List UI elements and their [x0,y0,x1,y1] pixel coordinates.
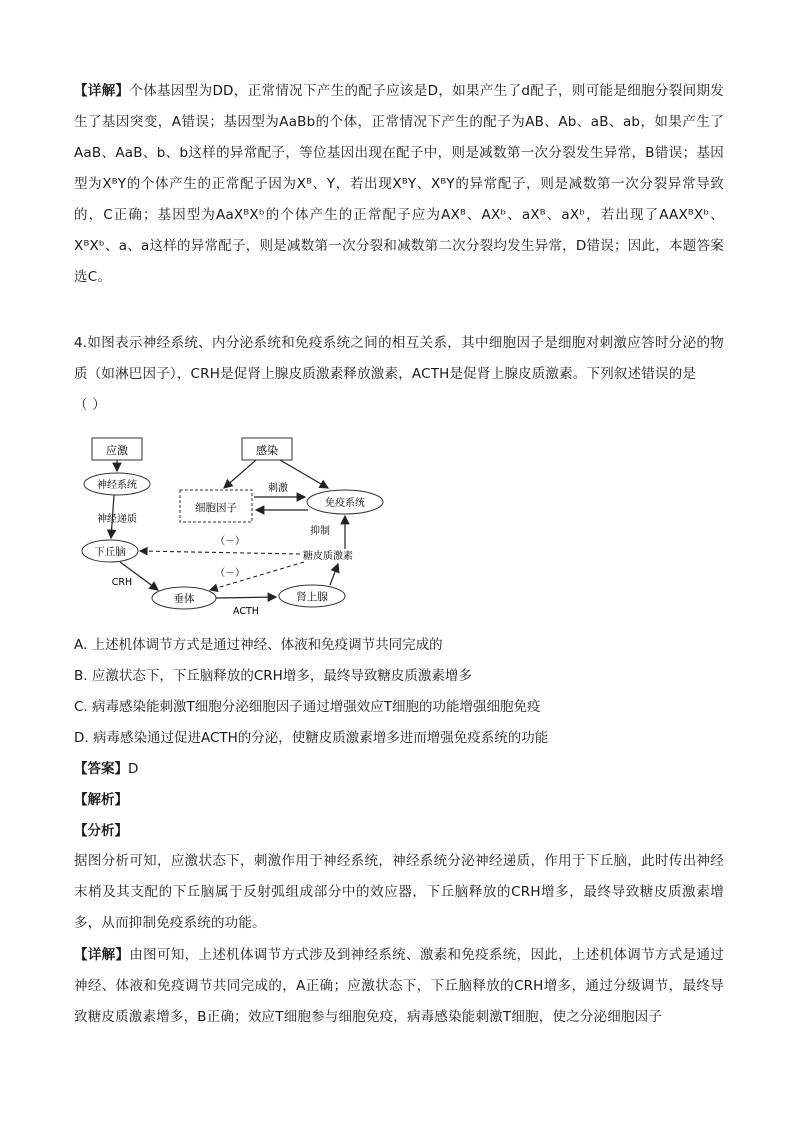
fenxi-label: 【分析】 [74,823,128,839]
question-stem-text: 4.如图表示神经系统、内分泌系统和免疫系统之间的相互关系，其中细胞因子是细胞对刺激应答时分泌的物质（如淋巴因子），CRH是促肾上腺皮质激素释放激素，ACTH是促肾上腺皮质激素。下列叙述错误的是 [74,335,724,382]
stress-node: 应激 [106,444,128,457]
option-text: 应激状态下，下丘脑释放的CRH增多，最终导致糖皮质激素增多 [91,668,472,684]
label-neurotransmitter: 神经递质 [97,514,137,525]
arrow-glucocorticoid-hypothalamus [140,551,300,554]
detail-paragraph-q3 [74,76,724,293]
option-letter: C. [74,699,88,715]
answer-line [74,759,138,779]
option-text: 病毒感染能刺激T细胞分泌细胞因子通过增强效应T细胞的功能增强细胞免疫 [92,699,541,715]
label-crh: CRH [111,577,133,588]
label-inhibit: 抑制 [310,526,330,537]
detail-label: 【详解】 [74,83,130,99]
glucocorticoid-node: 糖皮质激素 [303,551,353,562]
option-letter: B. [74,668,88,684]
label-negative-2: （－） [215,568,245,579]
detail-paragraph-q4 [74,940,724,1033]
detail-label: 【详解】 [74,947,130,963]
infection-node: 感染 [256,444,278,457]
answer-label: 【答案】 [74,761,128,777]
answer-blank: （ ） [74,397,106,413]
nervous-system-node: 神经系统 [97,480,137,491]
option-letter: A. [74,637,88,653]
question-4-stem [74,328,724,421]
detail-text: 个体基因型为DD，正常情况下产生的配子应该是D，如果产生了d配子，则可能是细胞分裂间期发生了基因突变，A错误；基因型为AaBb的个体，正常情况下产生的配子为AB、Ab、aB、ab，如果产生了AaB、AaB、b、b这样的异常配子，等位基因出现在配子中，则是减数第一次分裂发生异常，B错误；基因型为XᴮY的个体产生的正常配子因为Xᴮ、Y，若出现XᴮY、XᴮY的异常配子，则是减数第一次分裂异常导致的，C正确；基因型为AaXᴮXᵇ的个体产生的正常配子应为AXᴮ、AXᵇ、aXᴮ、aXᵇ，若出现了AAXᴮXᵇ、XᴮXᵇ、a、a这样的异常配子，则是减数第一次分裂和减数第二次分裂均发生异常，D错误；因此，本题答案选C。 [74,83,724,285]
label-stimulate: 刺激 [268,483,288,494]
immune-system-node: 免疫系统 [325,498,365,509]
arrow-pituitary-adrenal [216,597,276,598]
answer-value: D [128,761,139,777]
label-acth: ACTH [233,606,259,617]
regulation-diagram [80,430,420,620]
fenxi-paragraph: 据图分析可知，应激状态下，刺激作用于神经系统，神经系统分泌神经递质，作用于下丘脑，此时传出神经末梢及其支配的下丘脑属于反射弧组成部分中的效应器，下丘脑释放的CRH增多，最终导致糖皮质激素增多，从而抑制免疫系统的功能。 [74,853,724,931]
option-c [74,697,541,717]
option-b [74,666,472,686]
cytokine-node: 细胞因子 [195,502,237,514]
adrenal-node: 肾上腺 [296,591,328,603]
arrow-adrenal-glucocorticoid [330,564,338,585]
analysis-label: 【解析】 [74,792,128,808]
detail-text: 由图可知，上述机体调节方式涉及到神经系统、激素和免疫系统，因此，上述机体调节方式是通过神经、体液和免疫调节共同完成的，A正确；应激状态下，下丘脑释放的CRH增多，通过分级调节，最终导致糖皮质激素增多，B正确；效应T细胞参与细胞免疫，病毒感染能刺激T细胞，使之分泌细胞因子 [74,947,724,1025]
option-d [74,728,548,748]
arrow-infection-cytokine [224,460,256,488]
hypothalamus-node: 下丘脑 [94,546,126,558]
option-letter: D. [74,730,89,746]
label-negative-1: （－） [215,536,245,547]
option-a [74,635,443,655]
option-text: 上述机体调节方式是通过神经、体液和免疫调节共同完成的 [91,637,443,653]
pituitary-node: 垂体 [173,593,195,605]
option-text: 病毒感染通过促进ACTH的分泌，使糖皮质激素增多进而增强免疫系统的功能 [92,730,549,746]
